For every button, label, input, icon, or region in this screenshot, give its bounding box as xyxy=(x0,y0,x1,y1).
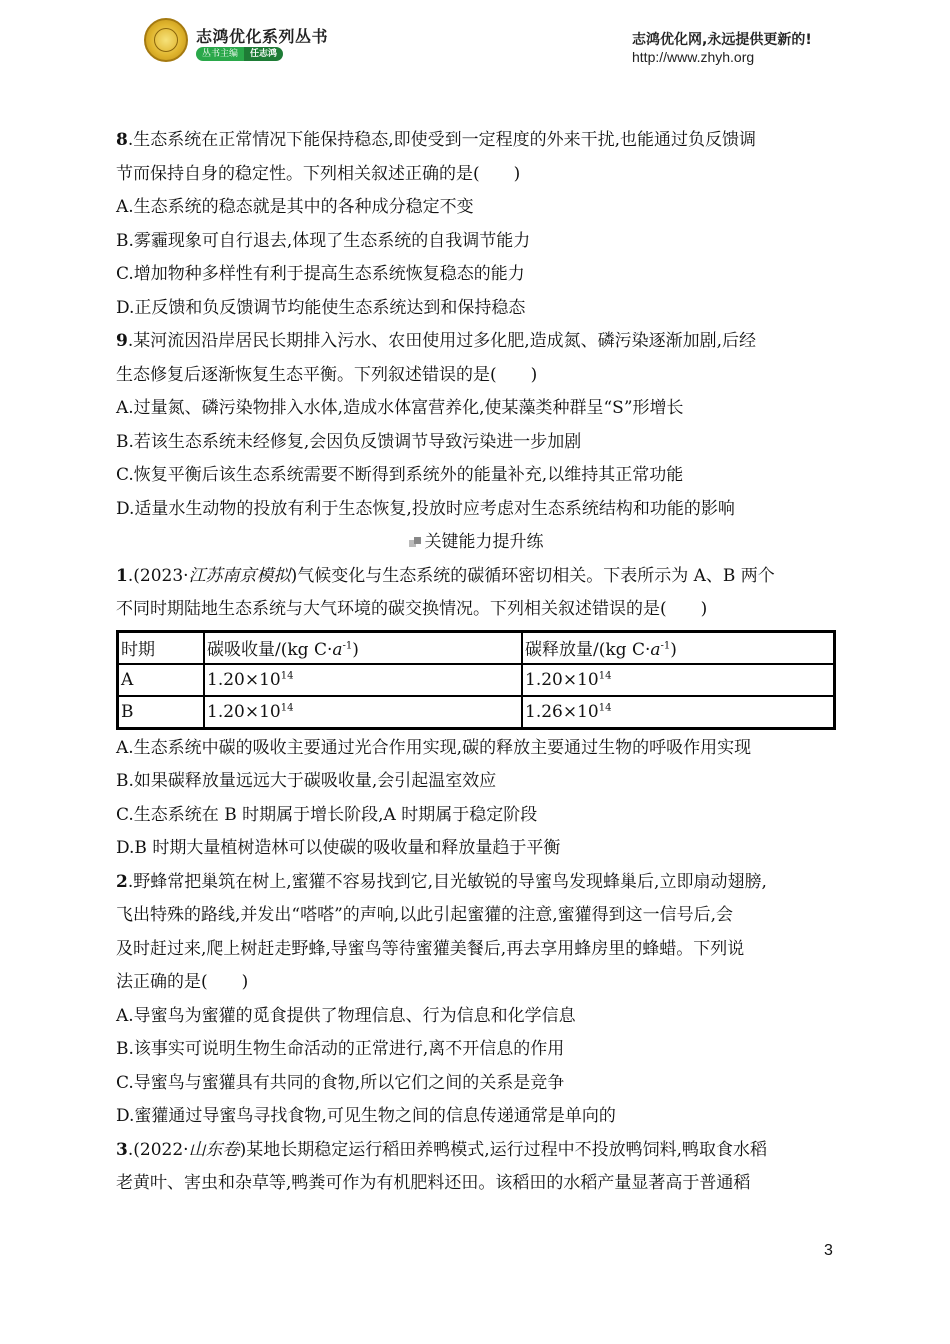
q8-option-a: A.生态系统的稳态就是其中的各种成分稳定不变 xyxy=(116,197,474,217)
page-content xyxy=(116,124,836,1201)
section-title: 关键能力提升练 xyxy=(116,526,836,560)
series-title: 志鸿优化系列丛书 xyxy=(196,27,329,46)
p2-option-d: D.蜜獾通过导蜜鸟寻找食物,可见生物之间的信息传递通常是单向的 xyxy=(116,1106,616,1126)
q9-stem-line2: 生态修复后逐渐恢复生态平衡。下列叙述错误的是( ) xyxy=(116,364,538,385)
q9-option-d: D.适量水生动物的投放有利于生态恢复,投放时应考虑对生态系统结构和功能的影响 xyxy=(116,498,735,519)
editor-name: 任志鸿 xyxy=(244,47,283,61)
p2-stem-line1: 2.野蜂常把巢筑在树上,蜜獾不容易找到它,目光敏锐的导蜜鸟发现蜂巢后,立即扇动翅膀, xyxy=(116,871,767,892)
p1-option-b: B.如果碳释放量远远大于碳吸收量,会引起温室效应 xyxy=(116,771,497,791)
p1-option-a: A.生态系统中碳的吸收主要通过光合作用实现,碳的释放主要通过生物的呼吸作用实现 xyxy=(116,737,752,758)
table-header-cell: 碳释放量/(kg $C\cdot a^{-1}$) xyxy=(522,631,835,664)
p2-stem-line2: 飞出特殊的路线,并发出“嗒嗒”的声响,以此引起蜜獾的注意,蜜獾得到这一信号后,会 xyxy=(116,905,733,925)
table-cell: A xyxy=(118,664,205,696)
q9-stem-line1: 9.某河流因沿岸居民长期排入污水、农田使用过多化肥,造成氮、磷污染逐渐加剧,后经 xyxy=(116,331,757,351)
q9-number: 9 xyxy=(116,331,128,351)
q8-option-d: D.正反馈和负反馈调节均能使生态系统达到和保持稳态 xyxy=(116,297,526,318)
q8-number: 8 xyxy=(116,130,128,150)
table-header-cell: 时期 xyxy=(118,631,205,664)
q9-option-c: C.恢复平衡后该生态系统需要不断得到系统外的能量补充,以维持其正常功能 xyxy=(116,465,684,485)
table-row xyxy=(118,664,835,696)
q8-option-c: C.增加物种多样性有利于提高生态系统恢复稳态的能力 xyxy=(116,264,525,284)
q8-stem-line2: 节而保持自身的稳定性。下列相关叙述正确的是( ) xyxy=(116,163,521,184)
table-header-cell: 碳吸收量/(kg $C\cdot a^{-1}$) xyxy=(204,631,522,664)
p3-stem-line1: 3.(2022·山东卷)某地长期稳定运行稻田养鸭模式,运行过程中不投放鸭饲料,鸭取食水稻 xyxy=(116,1139,768,1160)
table-cell: $1.20\times 10^{14}$ xyxy=(204,696,522,729)
header-url[interactable]: http://www.zhyh.org xyxy=(632,49,755,65)
p3-number: 3 xyxy=(116,1139,128,1160)
p2-option-b: B.该事实可说明生物生命活动的正常进行,离不开信息的作用 xyxy=(116,1039,565,1059)
publisher-logo xyxy=(144,18,188,62)
editor-label: 丛书主编 xyxy=(196,47,244,61)
q9-option-b: B.若该生态系统未经修复,会因负反馈调节导致污染进一步加剧 xyxy=(116,431,582,452)
editor-badge xyxy=(196,47,283,61)
p2-stem-line4: 法正确的是( ) xyxy=(116,972,249,992)
table-cell: B xyxy=(118,696,205,729)
p1-stem-line2: 不同时期陆地生态系统与大气环境的碳交换情况。下列相关叙述错误的是( ) xyxy=(116,599,708,619)
p1-number: 1 xyxy=(116,565,128,586)
table-cell: $1.20\times 10^{14}$ xyxy=(204,664,522,696)
q8-stem-line1: 8.生态系统在正常情况下能保持稳态,即使受到一定程度的外来干扰,也能通过负反馈调 xyxy=(116,130,757,150)
header-slogan: 志鸿优化网,永远提供更新的! xyxy=(632,32,812,48)
section-marker-icon xyxy=(409,537,421,547)
carbon-exchange-table xyxy=(116,630,836,730)
p2-number: 2 xyxy=(116,871,128,892)
table-cell: $1.20\times 10^{14}$ xyxy=(522,664,835,696)
q9-option-a: A.过量氮、磷污染物排入水体,造成水体富营养化,使某藻类种群呈“S”形增长 xyxy=(116,398,684,418)
p2-option-a: A.导蜜鸟为蜜獾的觅食提供了物理信息、行为信息和化学信息 xyxy=(116,1005,576,1026)
table-cell: $1.26\times 10^{14}$ xyxy=(522,696,835,729)
table-row xyxy=(118,696,835,729)
page-number: 3 xyxy=(824,1242,833,1259)
q8-option-b: B.雾霾现象可自行退去,体现了生态系统的自我调节能力 xyxy=(116,230,531,251)
p1-option-d: D.B 时期大量植树造林可以使碳的吸收量和释放量趋于平衡 xyxy=(116,838,561,858)
p3-stem-line2: 老黄叶、害虫和杂草等,鸭粪可作为有机肥料还田。该稻田的水稻产量显著高于普通稻 xyxy=(116,1173,751,1193)
p1-option-c: C.生态系统在 B 时期属于增长阶段,A 时期属于稳定阶段 xyxy=(116,804,538,825)
p2-stem-line3: 及时赶过来,爬上树赶走野蜂,导蜜鸟等待蜜獾美餐后,再去享用蜂房里的蜂蜡。下列说 xyxy=(116,938,745,959)
table-header-row xyxy=(118,631,835,664)
p1-stem-line1: 1.(2023·江苏南京模拟)气候变化与生态系统的碳循环密切相关。下表所示为 A、B 两个 xyxy=(116,565,775,586)
p2-option-c: C.导蜜鸟与蜜獾具有共同的食物,所以它们之间的关系是竞争 xyxy=(116,1072,565,1093)
